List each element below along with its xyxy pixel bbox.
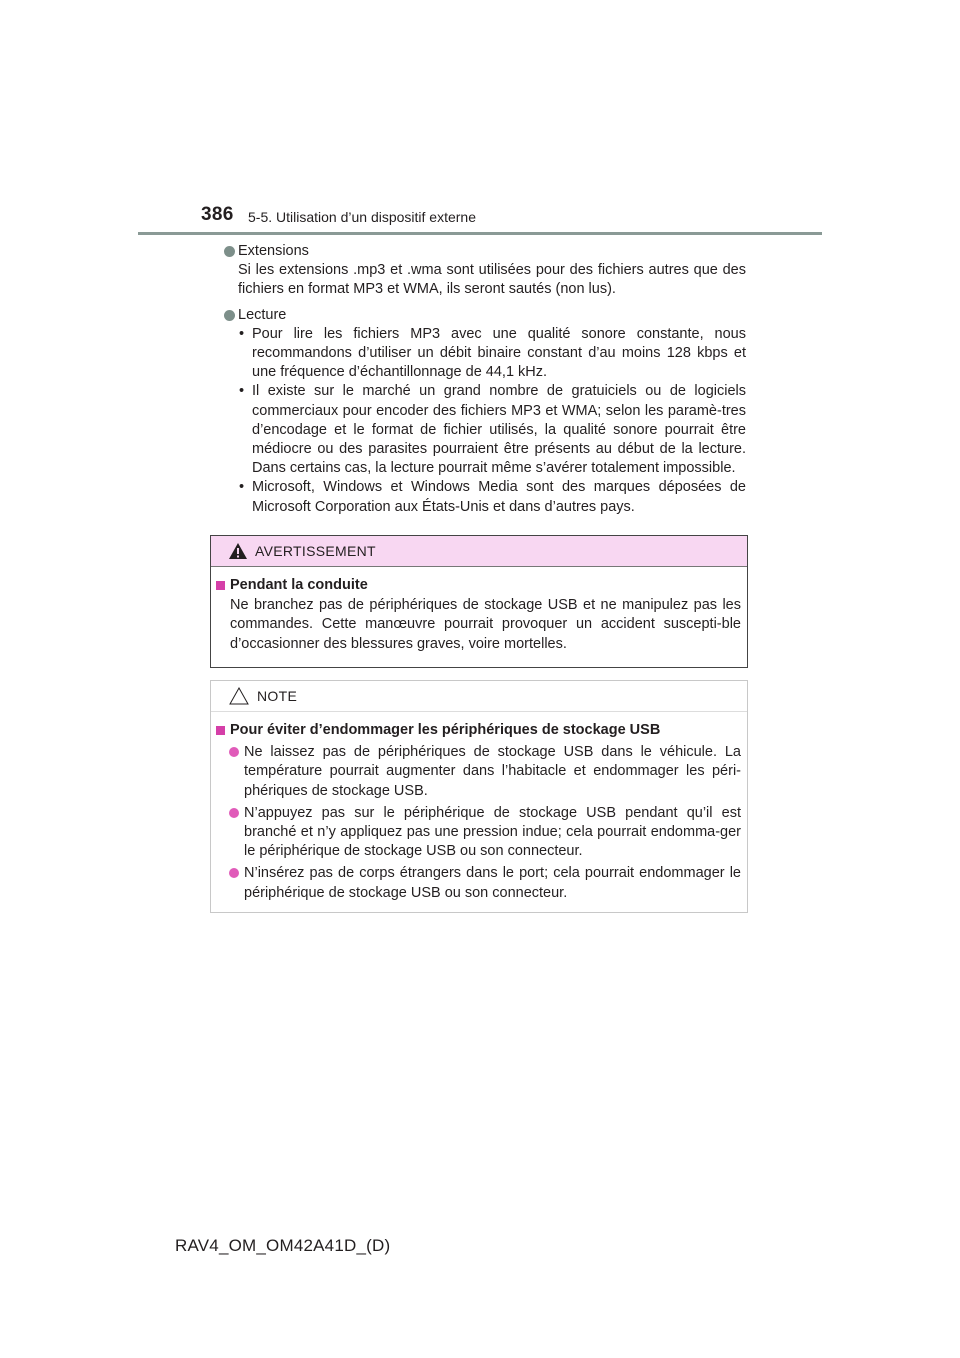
header-rule bbox=[138, 232, 822, 235]
extensions-section bbox=[224, 242, 746, 300]
warning-box bbox=[210, 535, 748, 668]
square-bullet-icon bbox=[216, 726, 225, 735]
pink-dot-icon bbox=[229, 808, 239, 818]
caution-triangle-icon bbox=[229, 687, 249, 705]
lecture-section bbox=[224, 306, 746, 517]
warning-header bbox=[211, 536, 747, 567]
warning-label: AVERTISSEMENT bbox=[255, 543, 376, 559]
pink-dot-icon bbox=[229, 868, 239, 878]
warning-body bbox=[211, 567, 747, 654]
list-item: • Microsoft, Windows et Windows Media sont des marques déposées de Microsoft Corporation aux États-Unis et dans d’autres pays. bbox=[238, 478, 746, 516]
page-number: 386 bbox=[201, 204, 234, 225]
note-body bbox=[211, 712, 747, 903]
list-item bbox=[216, 804, 741, 862]
list-item: • Pour lire les fichiers MP3 avec une qualité sonore constante, nous recommandons d’utiliser un débit binaire constant d’au moins 128 kbps et une fréquence d’échantillonnage de 44,1 kHz. bbox=[238, 325, 746, 383]
bullet-dot-icon bbox=[224, 246, 235, 257]
warning-triangle-icon bbox=[229, 543, 247, 559]
section-title: 5-5. Utilisation d’un dispositif externe bbox=[248, 209, 477, 225]
note-heading-text: Pour éviter d’endommager les périphériques de stockage USB bbox=[230, 722, 661, 738]
extensions-title: Extensions bbox=[238, 243, 309, 259]
note-heading bbox=[216, 721, 741, 740]
note-label: NOTE bbox=[257, 688, 298, 704]
warning-text: Ne branchez pas de périphériques de stockage USB et ne manipulez pas les commandes. Cette manœuvre pourrait provoquer un accident suscepti-ble d’occasionner des blessures graves, voire mortelles. bbox=[230, 597, 741, 652]
lecture-title: Lecture bbox=[238, 306, 287, 323]
square-bullet-icon bbox=[216, 581, 225, 590]
warning-heading-text: Pendant la conduite bbox=[230, 577, 368, 593]
list-item: • Il existe sur le marché un grand nombre de gratuiciels ou de logiciels commerciaux pour encoder des fichiers MP3 et WMA; selon les paramè-tres d’encodage et le format de fichier utilisés, la qualité sonore pourrait être médiocre ou des parasites pourraient être présents au début de la lecture. Dans certains cas, la lecture pourrait même s’avérer totalement impossible. bbox=[238, 382, 746, 478]
list-item bbox=[216, 864, 741, 902]
bullet-dot-icon bbox=[224, 310, 235, 321]
note-header bbox=[211, 681, 747, 712]
note-item-text: N’insérez pas de corps étrangers dans le port; cela pourrait endommager le périphérique de stockage USB ou son connecteur. bbox=[244, 865, 741, 901]
note-box bbox=[210, 680, 748, 913]
document-code: RAV4_OM_OM42A41D_(D) bbox=[175, 1236, 391, 1255]
list-item bbox=[216, 743, 741, 801]
note-item-text: Ne laissez pas de périphériques de stockage USB dans le véhicule. La température pourrait augmenter dans l’habitacle et endommager les péri-phériques de stockage USB. bbox=[244, 744, 741, 799]
pink-dot-icon bbox=[229, 747, 239, 757]
lecture-list bbox=[238, 325, 746, 517]
warning-heading bbox=[216, 576, 741, 595]
main-content bbox=[224, 242, 746, 523]
extensions-body: Si les extensions .mp3 et .wma sont utilisées pour des fichiers autres que des fichiers en format MP3 et WMA, ils seront sautés (non lus). bbox=[238, 262, 746, 298]
note-item-text: N’appuyez pas sur le périphérique de stockage USB pendant qu’il est branché et n’y appliquez pas une pression indue; cela pourrait endomma-ger le périphérique de stockage USB ou son connecteur. bbox=[244, 804, 741, 860]
